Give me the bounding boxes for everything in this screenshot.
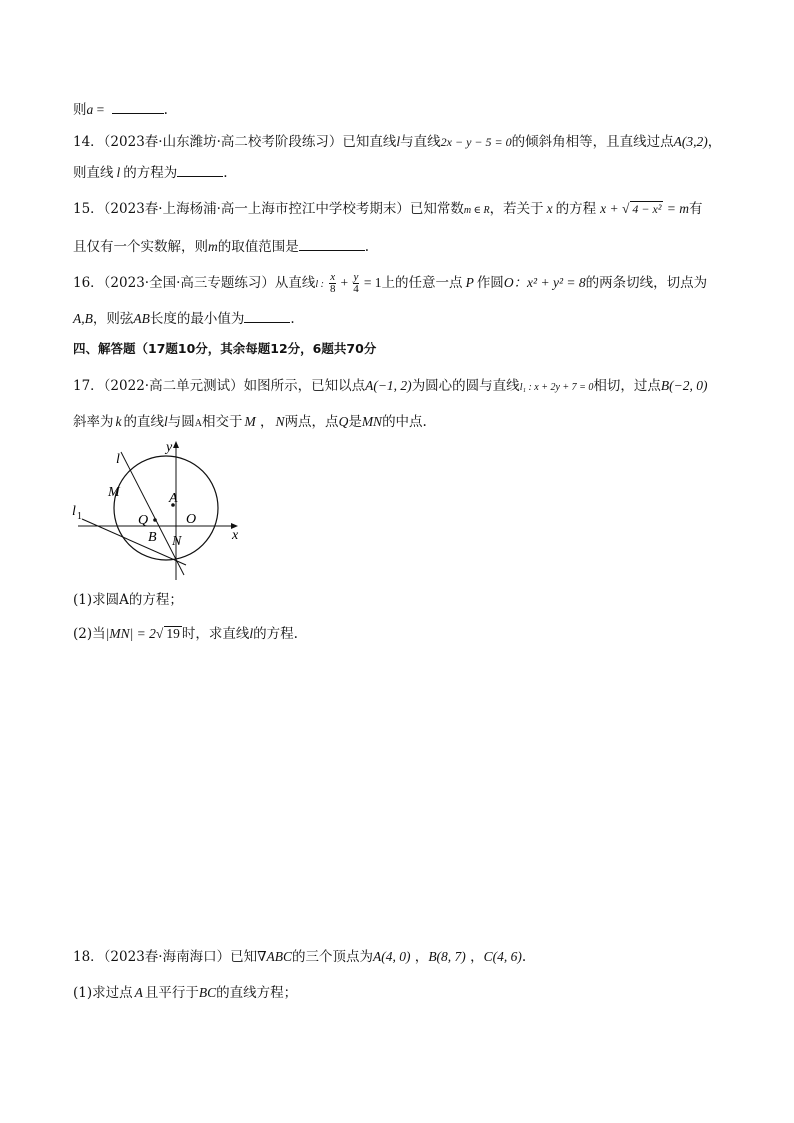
- q16-ab: AB: [133, 311, 150, 326]
- q14-line1: [73, 132, 721, 152]
- q14-line2c: .: [223, 165, 228, 181]
- label-o: O: [186, 512, 197, 527]
- q18-part1-bc: BC: [198, 985, 217, 1000]
- q17-part2-mn: |MN| = 2: [105, 626, 156, 641]
- q17-mn: MN: [361, 414, 383, 429]
- q14-mid2: 的倾斜角相等，且直线过点: [511, 134, 674, 150]
- q16-mid2: 作圆: [476, 275, 504, 291]
- q17-part1: (1)求圆A的方程；: [73, 592, 183, 608]
- q16-o: O: [503, 275, 514, 290]
- q16-p: P: [465, 275, 474, 290]
- q13-tail: [73, 100, 168, 120]
- label-l1-sub: 1: [77, 511, 82, 522]
- q17-mid1: 为圆心的圆与直线: [411, 378, 520, 394]
- q14-l: l: [396, 134, 401, 149]
- q14-source: 14．（2023春·山东潍坊·高二校考阶段练习）已知直线: [73, 134, 397, 150]
- q13-text: 则: [73, 102, 87, 118]
- q17-line2f: 是: [348, 414, 362, 430]
- q18-point-b: B(8, 7): [428, 949, 466, 964]
- q18-part1: [73, 983, 297, 1003]
- q17-part2-l: l: [249, 626, 254, 641]
- q13-answer-blank[interactable]: [112, 101, 164, 114]
- q17-point-a: A(−1, 2): [365, 378, 412, 393]
- q17-line2a: 斜率为: [73, 414, 114, 430]
- q15-line2c: .: [364, 239, 370, 255]
- q18-part1-a: A: [134, 985, 143, 1000]
- q14-end: ，: [707, 134, 722, 150]
- q16-line1: [73, 272, 707, 295]
- q18-line1: [73, 947, 526, 967]
- q14-point: A(3,2): [673, 134, 708, 149]
- q16-ab-points: A,B: [73, 311, 93, 326]
- q17-q: Q: [338, 414, 349, 429]
- q15-end: 有: [689, 201, 703, 217]
- q17-line2c: 与圆: [167, 414, 195, 430]
- q15-line2b: 的取值范围是: [217, 239, 299, 255]
- label-x: x: [232, 528, 239, 543]
- label-n: N: [172, 534, 182, 549]
- q17-line2d: 相交于: [202, 414, 243, 430]
- q18-part1c: 的直线方程；: [216, 985, 298, 1001]
- q16-l: l :: [315, 279, 324, 290]
- q18-triangle: ∇ABC: [257, 949, 293, 964]
- line-l: [121, 452, 184, 575]
- q18-mid1: 的三个顶点为: [292, 949, 374, 965]
- label-l: l: [116, 452, 120, 467]
- q16-end: 的两条切线，切点为: [585, 275, 708, 291]
- circle-a: [114, 456, 218, 560]
- label-m: M: [108, 485, 120, 500]
- q14-mid1: 与直线: [400, 134, 441, 150]
- q15-mid1: ，若关于: [489, 201, 544, 217]
- q17-part2a: (2)当: [73, 626, 106, 642]
- q14-line2: [73, 163, 228, 183]
- q13-var: a: [86, 102, 94, 117]
- q16-line2d: .: [290, 311, 295, 327]
- q15-line2a: 且仅有一个实数解，则: [73, 239, 208, 255]
- q17-part2-radical: √: [155, 626, 164, 641]
- q15-eq-radicand: 4 − x²: [632, 202, 662, 216]
- point-q: [153, 518, 157, 522]
- q17-circle-a: A: [194, 418, 202, 429]
- q17-part2b: 时，求直线: [181, 626, 250, 642]
- q17-part2-radicand: 19: [166, 626, 180, 641]
- q17-part2c: 的方程.: [253, 626, 298, 642]
- q16-source: 16．（2023·全国·高三专题练习）从直线: [73, 275, 316, 291]
- q17-comma: ，: [255, 414, 274, 430]
- q17-point-b: B(−2, 0): [660, 378, 708, 393]
- q17-line2e: 两点，点: [284, 414, 339, 430]
- q16-line2c: 长度的最小值为: [149, 311, 245, 327]
- q16-mid1: 上的任意一点: [381, 275, 463, 291]
- q15-radical-sign: √: [621, 201, 630, 216]
- q14-answer-blank[interactable]: [177, 164, 223, 177]
- q17-line2b: 的直线: [123, 414, 164, 430]
- q15-mid2: 的方程: [555, 201, 597, 217]
- q18-c2: ，: [465, 949, 484, 965]
- y-axis-arrow: [173, 441, 179, 448]
- q16-line2: [73, 309, 295, 329]
- q17-part2: [73, 624, 298, 644]
- section-heading: 四、解答题（17题10分，其余每题12分，6题共70分: [73, 341, 377, 356]
- q16-answer-blank[interactable]: [244, 310, 290, 323]
- q15-m: m: [208, 239, 218, 254]
- q17-l1-eq: l₁ : x + 2y + 7 = 0: [519, 382, 594, 393]
- q18-source: 18．（2023春·海南海口）已知: [73, 949, 258, 965]
- label-b: B: [148, 530, 157, 545]
- q17-mid2: 相切，过点: [593, 378, 661, 394]
- q17-source: 17．（2022·高二单元测试）如图所示，已知以点: [73, 378, 366, 394]
- q15-eq-right: = m: [663, 201, 690, 216]
- q14-line2a: 则直线: [73, 165, 114, 181]
- q17-k: k: [115, 414, 122, 429]
- q18-part1b: 且平行于: [144, 985, 199, 1001]
- q15-cond: m ∈ R: [463, 205, 490, 216]
- q18-c1: ，: [410, 949, 429, 965]
- q17-figure: [68, 435, 248, 585]
- q15-eq-x: x +: [600, 201, 622, 216]
- q13-eq: =: [93, 102, 108, 117]
- q16-line2b: ，则弦: [92, 311, 134, 327]
- q15-source: 15．（2023春·上海杨浦·高一上海市控江中学校考期末）已知常数: [73, 201, 464, 217]
- q14-l2: l: [116, 165, 121, 180]
- q18-point-a: A(4, 0): [373, 949, 411, 964]
- q15-answer-blank[interactable]: [299, 238, 365, 251]
- q18-point-c: C(4, 6): [483, 949, 522, 964]
- q16-frac-y: $\frac{y}{4}$: [353, 271, 359, 295]
- q17-line1: [73, 376, 708, 398]
- q16-eq-right: = 1: [360, 275, 382, 290]
- q17-m: M: [244, 414, 256, 429]
- label-a: A: [169, 491, 178, 506]
- label-y: y: [166, 440, 173, 455]
- q15-line1: [73, 199, 703, 221]
- q14-equation: 2x − y − 5 = 0: [440, 135, 512, 149]
- q17-l: l: [164, 414, 168, 429]
- q13-end: .: [163, 102, 168, 118]
- q16-circle-eq: ：x² + y² = 8: [513, 275, 586, 290]
- q15-x: x: [546, 201, 553, 216]
- label-l1: l: [72, 504, 76, 519]
- q15-line2: [73, 237, 369, 257]
- q18-part1a: (1)求过点: [73, 985, 133, 1001]
- q16-frac-x: $\frac{x}{8}$: [329, 271, 336, 295]
- q16-plus: +: [337, 275, 352, 290]
- q18-end: .: [521, 949, 527, 965]
- q14-line2b: 的方程为: [123, 165, 178, 181]
- q17-n: N: [275, 414, 285, 429]
- label-q: Q: [138, 513, 149, 528]
- q17-line2g: 的中点.: [382, 414, 427, 430]
- q17-line2: [73, 412, 427, 434]
